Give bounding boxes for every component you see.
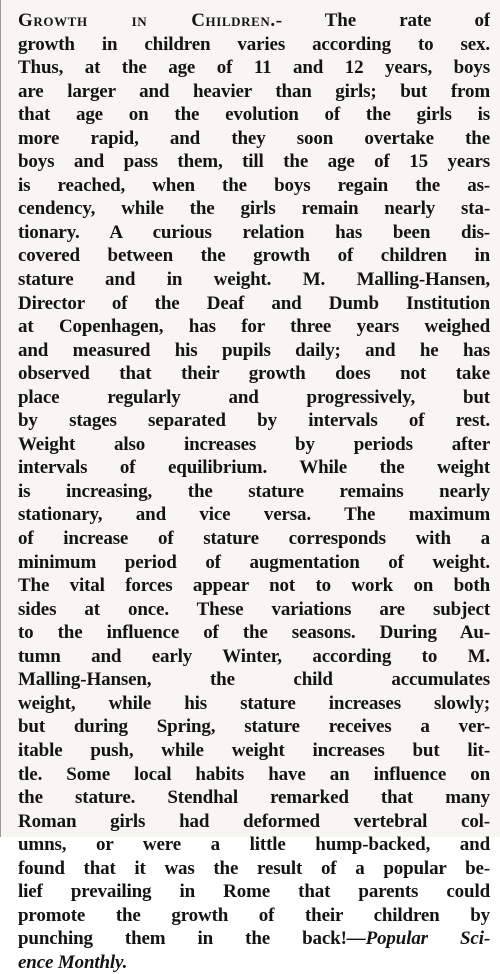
article-line: to the influence of the seasons. During Au- — [18, 622, 490, 644]
source-attribution — [347, 928, 490, 949]
article-line: The vital forces appear not to work on both — [18, 575, 490, 597]
article-line: Roman girls had deformed vertebral col- — [18, 810, 490, 832]
article-line: that age on the evolution of the girls is — [18, 104, 490, 126]
article-line: tumn and early Winter, according to M. — [18, 645, 490, 667]
article-line: lief prevailing in Rome that parents could — [18, 881, 490, 903]
article-line: but during Spring, stature receives a ver- — [18, 716, 490, 738]
article-line: stature and in weight. M. Malling-Hansen, — [18, 269, 490, 291]
article-line: found that it was the result of a popular be- — [18, 857, 490, 879]
article-line: stationary, and vice versa. The maximum — [18, 504, 490, 526]
article-line: and measured his pupils daily; and he has — [18, 339, 490, 361]
article-line — [18, 951, 490, 974]
article-line: is increasing, the stature remains nearly — [18, 480, 490, 502]
article-line: sides at once. These variations are subject — [18, 598, 490, 620]
article-line: of increase of stature corresponds with a — [18, 528, 490, 550]
article-line: observed that their growth does not take — [18, 363, 490, 385]
article-line: promote the growth of their children by — [18, 904, 490, 926]
source-dash: — — [346, 928, 366, 950]
source-name-part2: ence Monthly. — [18, 951, 128, 973]
article-line: by stages separated by intervals of rest. — [18, 410, 490, 432]
article-line: intervals of equilibrium. While the weight — [18, 457, 490, 479]
article-line: growth in children varies according to sex. — [18, 33, 490, 55]
article-line: are larger and heavier than girls; but from — [18, 80, 490, 102]
article-line: the stature. Stendhal remarked that many — [18, 787, 490, 809]
article-line: umns, or were a little hump-backed, and — [18, 834, 490, 856]
article-line: tle. Some local habits have an influence on — [18, 763, 490, 785]
article-line: is reached, when the boys regain the as- — [18, 174, 490, 196]
article-line: Director of the Deaf and Dumb Institution — [18, 292, 490, 314]
source-name-part1: Popular Sci- — [365, 928, 490, 950]
article-line: at Copenhagen, has for three years weighed — [18, 316, 490, 338]
article-line: Weight also increases by periods after — [18, 433, 490, 455]
article-line: weight, while his stature increases slowly; — [18, 692, 490, 714]
article-line: covered between the growth of children in — [18, 245, 490, 267]
article-line: place regularly and progressively, but — [18, 386, 490, 408]
article-line: Thus, at the age of 11 and 12 years, boys — [18, 57, 490, 79]
article-line — [18, 927, 490, 951]
article-line: cendency, while the girls remain nearly sta- — [18, 198, 490, 220]
article-line: boys and pass them, till the age of 15 years — [18, 151, 490, 173]
article-title: Growth in Children. — [18, 10, 276, 31]
article-line — [18, 9, 490, 33]
article-body — [18, 9, 490, 974]
article-text: punching them in the back! — [18, 928, 347, 950]
article-line: minimum period of augmentation of weight. — [18, 551, 490, 573]
article-line: tionary. A curious relation has been dis- — [18, 221, 490, 243]
article-line: itable push, while weight increases but lit- — [18, 739, 490, 761]
article-line: more rapid, and they soon overtake the — [18, 127, 490, 149]
article-text: - The rate of — [275, 10, 490, 31]
article-line: Malling-Hansen, the child accumulates — [18, 669, 490, 691]
